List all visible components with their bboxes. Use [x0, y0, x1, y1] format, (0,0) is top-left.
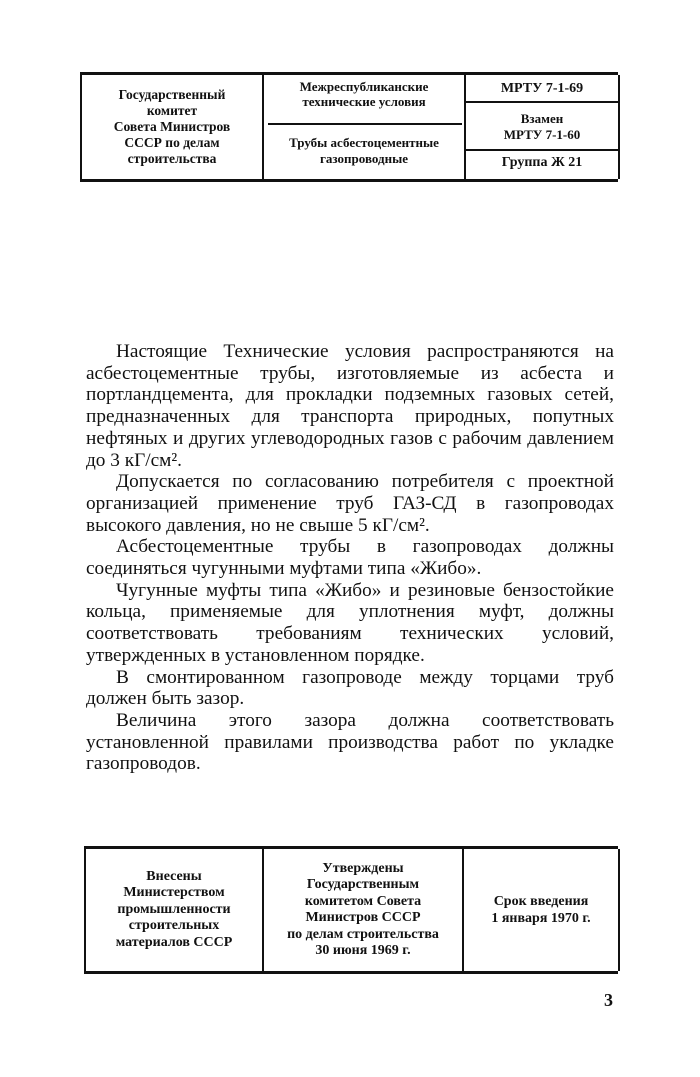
group-code: Группа Ж 21: [501, 155, 583, 170]
paragraph: Чугунные муфты типа «Жибо» и резиновые бензостойкие кольца, применяемые для уплотнения муфт, должны соответствовать требованиям технических условий, утвержденных в установленном порядке.: [86, 579, 614, 666]
doc-code: МРТУ 7-1-69: [500, 81, 584, 96]
body-text: [86, 341, 614, 775]
doc-type: Межреспубликанские технические условия: [299, 79, 429, 109]
doc-type-cell: [264, 75, 466, 179]
doc-title: Трубы асбестоцементные газопроводные: [289, 135, 439, 166]
paragraph: Величина этого зазора должна соответствовать установленной правилами производства работ по укладке газопроводов.: [86, 709, 614, 775]
effective-date-cell: Срок введения 1 января 1970 г.: [464, 849, 620, 971]
paragraph: Настоящие Технические условия распространяются на асбестоцементные трубы, изготовляемые из асбеста и портландцемента, для прокладки подземных газовых сетей, предназначенных для транспорта природных, попутных нефтяных и других углеводородных газов с рабочим давлением до 3 кГ/см².: [86, 341, 614, 471]
code-cell: [466, 75, 620, 179]
paragraph: Асбестоцементные трубы в газопроводах должны соединяться чугунными муфтами типа «Жибо».: [86, 536, 614, 580]
issuer-cell: Государственный комитет Совета Министров СССР по делам строительства: [82, 75, 264, 179]
divider: [268, 123, 462, 125]
header-table: [80, 72, 618, 182]
divider: [466, 149, 618, 151]
paragraph: В смонтированном газопроводе между торцами труб должен быть зазор.: [86, 666, 614, 710]
footer-table: [84, 846, 618, 974]
paragraph: Допускается по согласованию потребителя с проектной организацией применение труб ГАЗ-СД в газопроводах высокого давления, но не свыше 5 кГ/см².: [86, 471, 614, 536]
page-number: 3: [604, 990, 613, 1010]
replaces-code: Взамен МРТУ 7-1-60: [503, 111, 581, 142]
approved-cell: Утверждены Государственным комитетом Совета Министров СССР по делам строительства 30 июня 1969 г.: [264, 849, 464, 971]
submitted-cell: Внесены Министерством промышленности строительных материалов СССР: [86, 849, 264, 971]
divider: [466, 101, 618, 103]
